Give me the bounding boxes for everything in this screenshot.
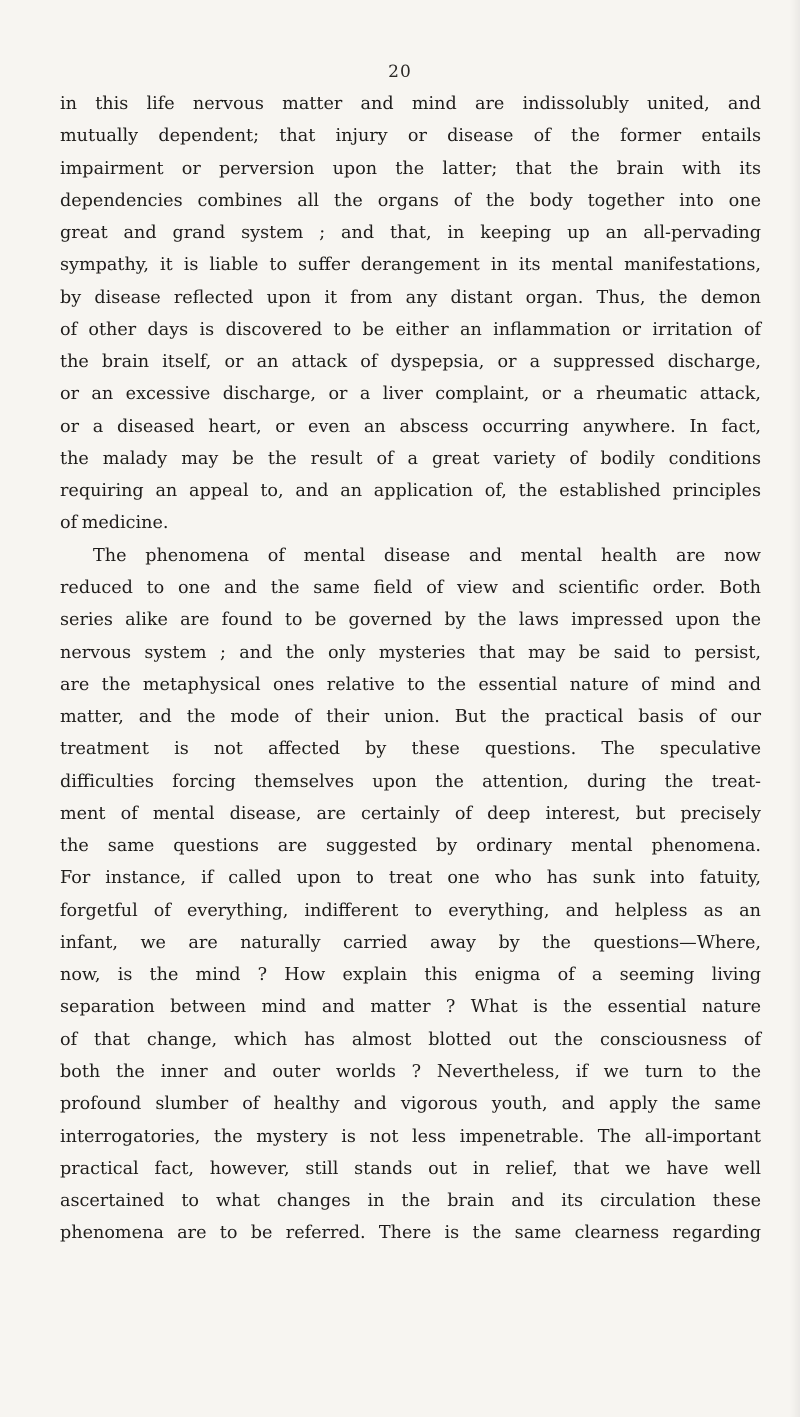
text-line: the brain itself, or an attack of dyspepsia, or a suppressed discharge, — [60, 352, 761, 373]
text-line: mutually dependent; that injury or disease of the former entails — [60, 126, 761, 147]
text-line: the same questions are suggested by ordinary mental phenomena. — [60, 836, 761, 857]
text-line: profound slumber of healthy and vigorous youth, and apply the same — [60, 1094, 761, 1115]
text-line: treatment is not affected by these questions. The speculative — [60, 739, 761, 760]
text-line: the malady may be the result of a great variety of bodily conditions — [60, 448, 761, 469]
text-line: of that change, which has almost blotted out the consciousness of — [60, 1029, 761, 1050]
page-edge-shadow — [790, 0, 800, 1417]
body-text — [60, 88, 761, 1250]
text-line: of medicine. — [60, 513, 169, 534]
text-line: now, is the mind ? How explain this enigma of a seeming living — [60, 965, 761, 986]
text-line: For instance, if called upon to treat one who has sunk into fatuity, — [60, 868, 761, 889]
text-line: both the inner and outer worlds ? Nevertheless, if we turn to the — [60, 1061, 761, 1082]
text-line: phenomena are to be referred. There is the same clearness regarding — [60, 1223, 761, 1244]
text-line: forgetful of everything, indifferent to everything, and helpless as an — [60, 900, 761, 921]
text-line: requiring an appeal to, and an application of, the established principles — [60, 481, 761, 502]
text-line: by disease reflected upon it from any distant organ. Thus, the demon — [60, 287, 761, 308]
text-line: The phenomena of mental disease and mental health are now — [93, 545, 761, 566]
text-line: or a diseased heart, or even an abscess occurring anywhere. In fact, — [60, 416, 761, 437]
text-line: great and grand system ; and that, in keeping up an all-pervading — [60, 223, 761, 244]
text-line: of other days is discovered to be either an inflammation or irritation of — [60, 319, 761, 340]
text-line: ascertained to what changes in the brain and its circulation these — [60, 1191, 761, 1212]
text-line: matter, and the mode of their union. But the practical basis of our — [60, 707, 761, 728]
text-line: dependencies combines all the organs of the body together into one — [60, 190, 761, 211]
text-line: infant, we are naturally carried away by the questions—Where, — [60, 932, 761, 953]
text-line: practical fact, however, still stands out in relief, that we have well — [60, 1158, 761, 1179]
page-number: 20 — [388, 62, 412, 82]
text-line: reduced to one and the same field of view and scientific order. Both — [60, 577, 761, 598]
text-line: series alike are found to be governed by the laws impressed upon the — [60, 610, 761, 631]
text-line: are the metaphysical ones relative to the essential nature of mind and — [60, 674, 761, 695]
text-line: sympathy, it is liable to suffer derangement in its mental manifestations, — [60, 255, 761, 276]
text-line: nervous system ; and the only mysteries that may be said to persist, — [60, 642, 761, 663]
paragraph-2 — [60, 540, 761, 1250]
text-line: interrogatories, the mystery is not less impenetrable. The all-important — [60, 1126, 761, 1147]
text-line: impairment or perversion upon the latter; that the brain with its — [60, 158, 761, 179]
text-line: in this life nervous matter and mind are indissolubly united, and — [60, 94, 761, 114]
text-line: difficulties forcing themselves upon the attention, during the treat- — [60, 771, 761, 792]
paragraph-1 — [60, 88, 761, 540]
text-line: or an excessive discharge, or a liver complaint, or a rheumatic attack, — [60, 384, 761, 405]
text-line: separation between mind and matter ? What is the essential nature — [60, 997, 761, 1018]
text-line: ment of mental disease, are certainly of deep interest, but precisely — [60, 803, 761, 824]
